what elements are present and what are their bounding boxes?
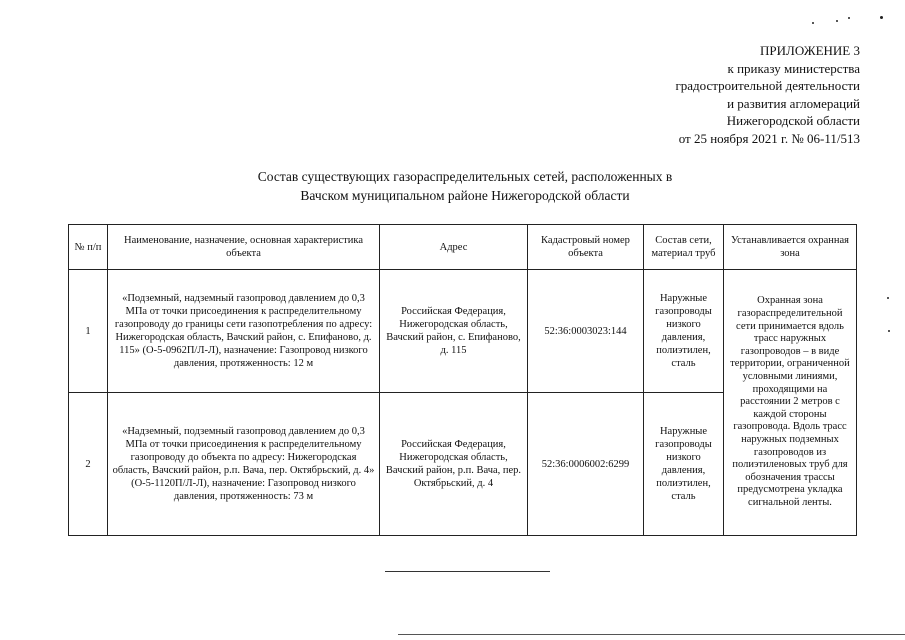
- scan-speck: [888, 330, 890, 332]
- document-title: [200, 167, 730, 205]
- appendix-header: [675, 42, 860, 147]
- header-zone: Устанавливается охранная зона: [724, 225, 857, 270]
- table-header-row: [69, 225, 857, 270]
- appendix-title: ПРИЛОЖЕНИЕ 3: [760, 43, 860, 58]
- scan-speck: [848, 17, 850, 19]
- signature-line: [385, 571, 550, 572]
- appendix-line: градостроительной деятельности: [675, 78, 860, 93]
- scan-speck: [887, 297, 889, 299]
- gas-network-table: [68, 224, 857, 536]
- cell-address: Российская Федерация, Нижегородская область, Вачский район, р.п. Вача, пер. Октябрьский, д. 4: [380, 393, 528, 536]
- table-row: [69, 270, 857, 393]
- cell-name: «Надземный, подземный газопровод давлением до 0,3 МПа от точки присоединения к распределительному газопроводу до объекта по адресу: Нижегородская область, Вачский район, р.п. Вача, пер. Октябрьский, д. 4» (О-5-1120П/Л-Л), назначение: Газопровод низкого давления, протяженность: 73 м: [108, 393, 380, 536]
- scan-speck: [880, 16, 883, 19]
- header-name: Наименование, назначение, основная характеристика объекта: [108, 225, 380, 270]
- cell-cadastral: 52:36:0006002:6299: [528, 393, 644, 536]
- header-cadastral: Кадастровый номер объекта: [528, 225, 644, 270]
- cell-composition: Наружные газопроводы низкого давления, полиэтилен, сталь: [644, 270, 724, 393]
- cell-protection-zone: Охранная зона газораспределительной сети принимается вдоль трасс наружных газопроводов – в виде территории, ограниченной условными линиями, проходящими на расстоянии 2 метров с каждой стороны газопровода. Вдоль трасс наружных подземных газопроводов из полиэтиленовых труб для обозначения трассы предусмотрена укладка сигнальной ленты.: [724, 270, 857, 536]
- header-composition: Состав сети, материал труб: [644, 225, 724, 270]
- header-num: № п/п: [69, 225, 108, 270]
- scan-speck: [812, 22, 814, 24]
- appendix-line: Нижегородской области: [726, 113, 860, 128]
- appendix-line: и развития агломераций: [727, 95, 860, 111]
- page-bottom-rule: [398, 634, 905, 635]
- appendix-order-date: от 25 ноября 2021 г. № 06-11/513: [678, 130, 860, 146]
- header-address: Адрес: [380, 225, 528, 270]
- document-title-line: Вачском муниципальном районе Нижегородской области: [300, 188, 630, 203]
- scan-speck: [836, 20, 838, 22]
- cell-address: Российская Федерация, Нижегородская область, Вачский район, с. Епифаново, д. 115: [380, 270, 528, 393]
- appendix-line: к приказу министерства: [727, 60, 860, 76]
- cell-num: 2: [69, 393, 108, 536]
- document-title-line: Состав существующих газораспределительных сетей, расположенных в: [257, 169, 673, 184]
- cell-composition: Наружные газопроводы низкого давления, полиэтилен, сталь: [644, 393, 724, 536]
- cell-cadastral: 52:36:0003023:144: [528, 270, 644, 393]
- cell-num: 1: [69, 270, 108, 393]
- cell-name: «Подземный, надземный газопровод давлением до 0,3 МПа от точки присоединения к распределительному газопроводу до границы сети газопотребления по адресу: Нижегородская область, Вачский район, с. Епифаново, д. 115» (О-5-0962П/Л-Л), назначение: Газопровод низкого давления, протяженность: 12 м: [108, 270, 380, 393]
